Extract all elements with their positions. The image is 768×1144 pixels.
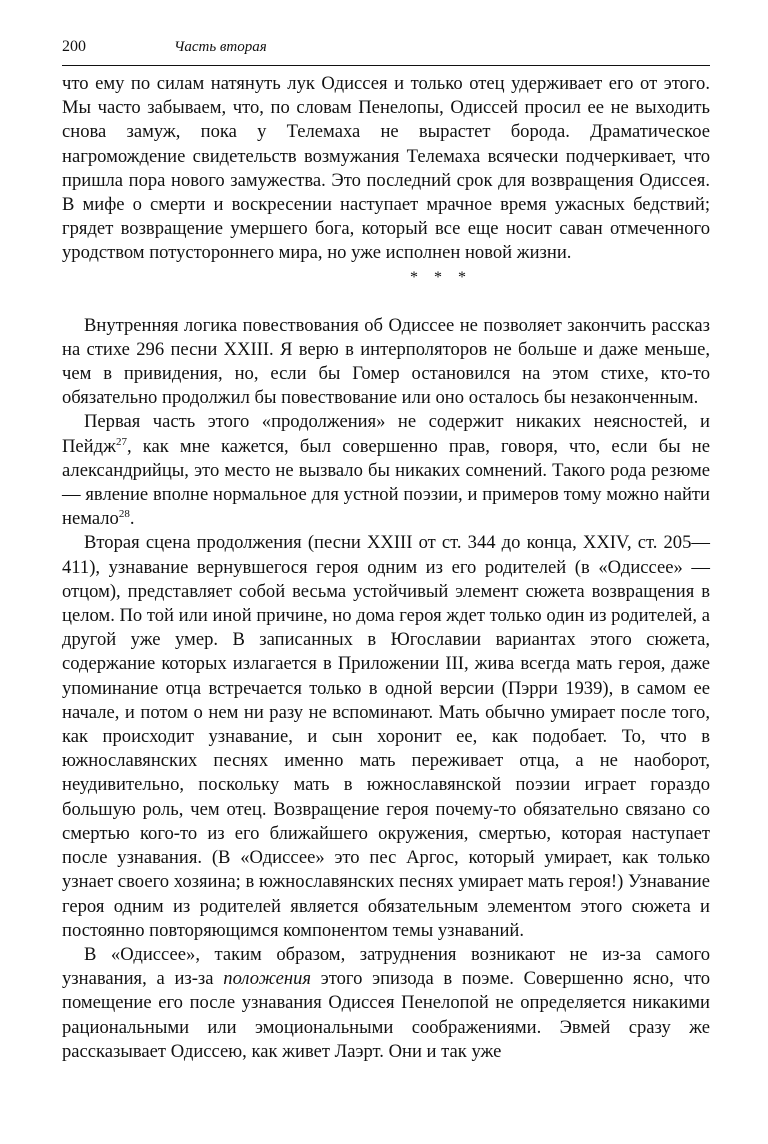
paragraph-text: В «Одиссее», таким образом, затруднения возникают не из-за самого узнавания, а из-за [62, 943, 710, 990]
footnote-ref-27[interactable]: 27 [115, 435, 127, 448]
paragraph-with-emphasis [62, 943, 710, 1064]
paragraph-with-footnotes [62, 410, 710, 531]
paragraph-continued: что ему по силам натянуть лук Одиссея и только отец удерживает его от этого. Мы часто забываем, что, по словам Пенелопы, Одиссей просил ее не выходить снова замуж, пока у Телемаха не вырастет борода. Драматическое нагромождение свидетельств возмужания Телемаха всячески подчеркивает, что пришла пора нового замужества. Это последний срок для возвращения Одиссея. В мифе о смерти и воскресении наступает мрачное время ужасных бедствий; грядет возвращение умершего бога, который все еще носит саван отмеченного уродством потустороннего мира, но уже исполнен новой жизни. [62, 73, 710, 264]
paragraph: Внутренняя логика повествования об Одиссее не позволяет закончить рассказ на стихе 296 песни XXIII. Я верю в интерполяторов не больше и даже меньше, чем в привидения, но, если бы Гомер остановился на этом стихе, кто-то обязательно продолжил бы повествование или оно осталось бы незаконченным. [62, 314, 710, 409]
page-number: 200 [62, 38, 86, 55]
paragraph-text: этого эпизода в поэме. Совершенно ясно, что помещение его после узнавания Одиссея Пенелопой не определяется никакими рациональными или эмоциональными соображениями. Эвмей сразу же рассказывает Одиссею, как живет Лаэрт. Они и так уже [62, 968, 710, 1062]
section-separator: * * * [410, 268, 472, 286]
book-page [62, 38, 710, 1064]
paragraph: Вторая сцена продолжения (песни XXIII от ст. 344 до конца, XXIV, ст. 205—411), узнавание вернувшегося героя одним из его родителей (в «Одиссее» — отцом), представляет собой весьма устойчивый элемент сюжета возвращения в целом. По той или иной причине, но дома героя ждет только один из родителей, а другой уже умер. В записанных в Югославии вариантах этого сюжета, содержание которых излагается в Приложении III, жива всегда мать героя, даже упоминание отца встречается только в одной версии (Пэрри 1939), в самом ее начале, и потом о нем ни разу не вспоминают. Мать обычно умирает после того, как происходит узнавание, и сын хоронит ее, как подобает. То, что в южнославянских песнях именно мать переживает отца, а не наоборот, неудивительно, поскольку мать в южнославянской поэзии играет гораздо большую роль, чем отец. Возвращение героя почему-то обязательно связано со смертью кого-то из его ближайшего окружения, смертью, которая наступает после узнавания. (В «Одиссее» это пес Аргос, который умирает, как только узнает своего хозяина; в южнославянских песнях умирает мать героя!) Узнавание героя одним из родителей является обязательным элементом этого сюжета и постоянно повторяющимся компонентом темы узнаваний. [62, 532, 710, 941]
running-head [62, 38, 710, 66]
footnote-ref-28[interactable]: 28 [118, 508, 130, 521]
body-text [62, 72, 710, 1064]
paragraph-text: . [129, 508, 135, 530]
emphasis-text: положения [223, 968, 312, 990]
part-title: Часть вторая [174, 39, 267, 55]
paragraph-text: , как мне кажется, был совершенно прав, говоря, что, если бы не александрийцы, это место не вызвало бы никаких сомнений. Такого рода резюме — явление вполне нормальное для устной поэзии, и примеров тому можно найти немало [62, 435, 710, 530]
paragraph-text: Первая часть этого «продолжения» не содержит никаких неясностей, и Пейдж [62, 411, 710, 457]
